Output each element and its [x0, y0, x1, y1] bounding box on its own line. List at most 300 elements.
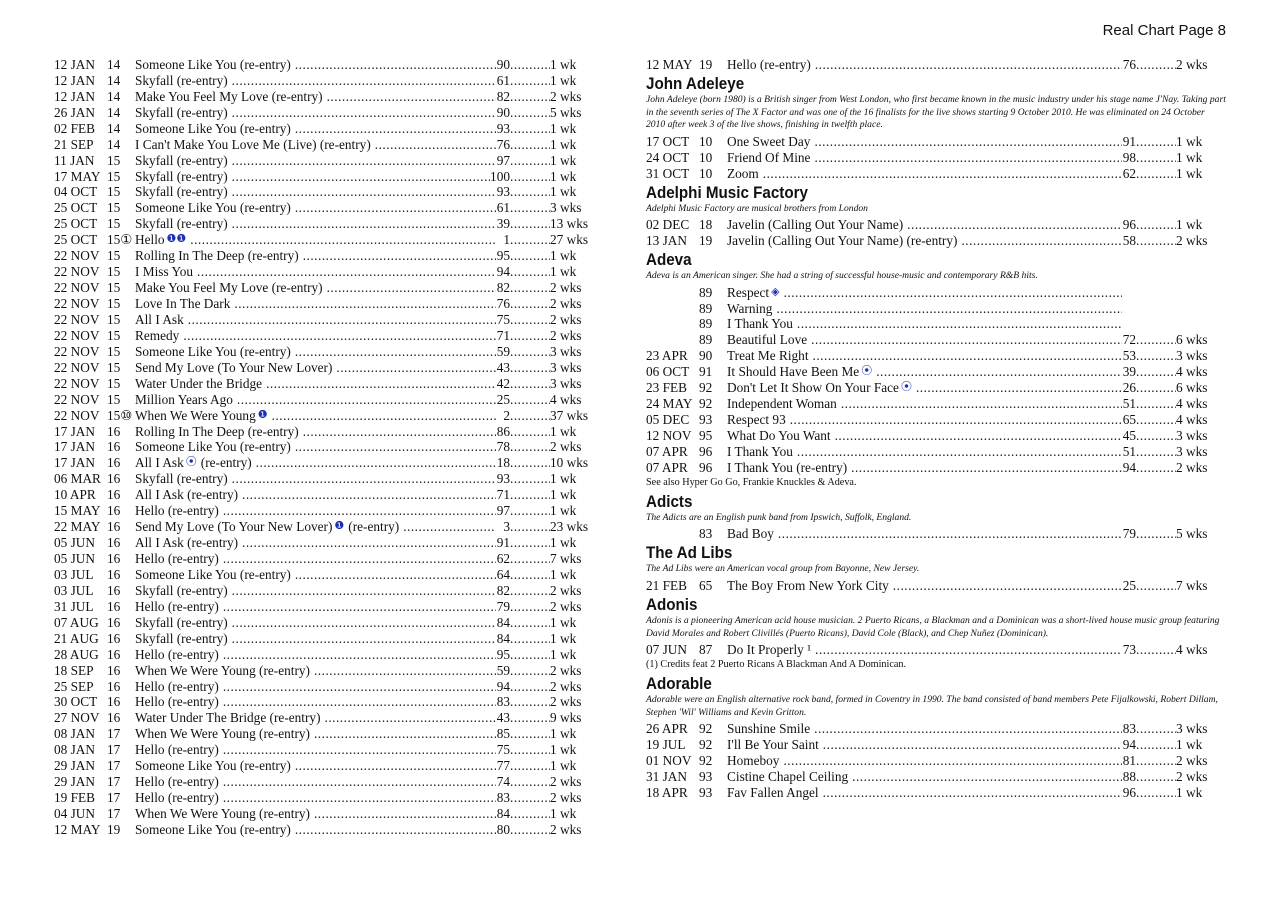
entry-title: Independent Woman	[727, 396, 837, 412]
dot-leader	[835, 428, 1122, 444]
entry-year: 14	[107, 72, 121, 88]
peak-position: 82	[496, 88, 510, 104]
peak-position: 51	[1122, 443, 1136, 459]
chart-entry-row	[54, 360, 600, 376]
weeks-on-chart: 1 wk	[1176, 784, 1203, 800]
chart-marker-icon: ❶	[257, 408, 268, 421]
dot-leader	[242, 535, 496, 551]
dot-leader	[510, 137, 550, 153]
entry-title: Javelin (Calling Out Your Name) (re-entry)	[727, 233, 958, 249]
chart-entry-row	[646, 460, 1226, 476]
entry-year: 16	[107, 471, 121, 487]
chart-entry-row	[54, 599, 600, 615]
dot-leader	[510, 774, 550, 790]
peak-position: 75	[496, 311, 510, 327]
entry-date: 10 APR	[54, 487, 96, 503]
dot-leader	[232, 184, 496, 200]
dot-leader	[510, 471, 550, 487]
chart-entry-row	[646, 348, 1226, 364]
entry-title: Someone Like You (re-entry)	[135, 566, 291, 582]
peak-position: 95	[496, 646, 510, 662]
entry-date: 12 JAN	[54, 56, 96, 72]
peak-position: 79	[496, 598, 510, 614]
chart-marker-icon: ⦿	[185, 456, 197, 469]
peak-position: 86	[496, 423, 510, 439]
chart-entry-row	[54, 312, 600, 328]
dot-leader	[815, 57, 1122, 73]
peak-position: 90	[496, 56, 510, 72]
entry-title: I Thank You	[727, 316, 793, 332]
entry-title: Treat Me Right	[727, 348, 809, 364]
dot-leader	[510, 121, 550, 137]
dot-leader	[510, 200, 550, 216]
weeks-on-chart: 2 wks	[550, 790, 582, 806]
chart-entry-row	[54, 647, 600, 663]
entry-year: 17	[107, 790, 121, 806]
peak-position: 72	[1122, 332, 1136, 348]
peak-position: 58	[1122, 233, 1136, 249]
dot-leader	[232, 169, 490, 185]
dot-leader	[1136, 460, 1176, 476]
entry-date: 12 JAN	[54, 88, 96, 104]
dot-leader	[823, 785, 1122, 801]
entry-year: 15①	[107, 232, 133, 248]
peak-position: 93	[496, 184, 510, 200]
entry-title: I Thank You (re-entry)	[727, 459, 848, 475]
entry-year: 65	[699, 577, 713, 593]
entry-year: 16	[107, 535, 121, 551]
artist-heading: Adelphi Music Factory	[646, 183, 808, 202]
entry-year: 83	[699, 526, 713, 542]
peak-position: 84	[496, 614, 510, 630]
weeks-on-chart: 1 wk	[550, 120, 577, 136]
dot-leader	[1136, 166, 1176, 182]
dot-leader	[232, 615, 496, 631]
chart-entry-row	[54, 344, 600, 360]
dot-leader	[510, 424, 550, 440]
entry-date: 06 MAR	[54, 471, 101, 487]
peak-position: 97	[496, 503, 510, 519]
dot-leader	[510, 392, 550, 408]
entry-year: 15	[107, 391, 121, 407]
entry-date: 02 FEB	[54, 120, 96, 136]
dot-leader	[778, 526, 1122, 542]
weeks-on-chart: 9 wks	[550, 710, 582, 726]
dot-leader	[510, 615, 550, 631]
weeks-on-chart: 2 wks	[550, 774, 582, 790]
dot-leader	[1136, 428, 1176, 444]
entry-date: 17 JAN	[54, 455, 96, 471]
dot-leader	[1136, 412, 1176, 428]
dot-leader	[790, 412, 1122, 428]
entry-title: Love In The Dark	[135, 296, 231, 312]
entry-year: 16	[107, 487, 121, 503]
weeks-on-chart: 1 wk	[550, 423, 577, 439]
peak-position: 42	[496, 375, 510, 391]
peak-position: 25	[1122, 577, 1136, 593]
dot-leader	[510, 647, 550, 663]
dot-leader	[510, 519, 550, 535]
weeks-on-chart: 1 wk	[550, 487, 577, 503]
chart-entry-row	[54, 822, 600, 838]
peak-position: 96	[1122, 217, 1136, 233]
peak-position: 78	[496, 439, 510, 455]
entry-year: 89	[699, 284, 713, 300]
entry-title: Javelin (Calling Out Your Name)	[727, 217, 904, 233]
entry-title: I Thank You	[727, 443, 793, 459]
dot-leader	[1136, 578, 1176, 594]
dot-leader	[242, 487, 496, 503]
entry-date: 31 JUL	[54, 598, 94, 614]
weeks-on-chart: 1 wk	[1176, 133, 1203, 149]
peak-position: 62	[496, 551, 510, 567]
dot-leader	[327, 89, 496, 105]
dot-leader	[510, 344, 550, 360]
peak-position: 65	[1122, 412, 1136, 428]
dot-leader	[295, 439, 496, 455]
entry-title: Hello (re-entry)	[135, 678, 219, 694]
entry-title: Someone Like You (re-entry)	[135, 343, 291, 359]
weeks-on-chart: 3 wks	[550, 343, 582, 359]
entry-date: 25 OCT	[54, 216, 98, 232]
chart-entry-row	[646, 134, 1226, 150]
entry-title: Beautiful Love	[727, 332, 808, 348]
dot-leader	[314, 806, 496, 822]
chart-entry-row	[54, 519, 600, 535]
entry-year: 15	[107, 343, 121, 359]
weeks-on-chart: 2 wks	[550, 598, 582, 614]
peak-position: 98	[1122, 149, 1136, 165]
dot-leader	[510, 583, 550, 599]
dot-leader	[510, 535, 550, 551]
dot-leader	[1136, 753, 1176, 769]
chart-entry-row	[646, 150, 1226, 166]
entry-year: 16	[107, 455, 121, 471]
weeks-on-chart: 1 wk	[550, 72, 577, 88]
weeks-on-chart: 1 wk	[550, 168, 577, 184]
entry-year: 89	[699, 332, 713, 348]
dot-leader	[223, 742, 496, 758]
dot-leader	[303, 248, 496, 264]
entry-date: 21 AUG	[54, 630, 99, 646]
chart-entry-row	[54, 742, 600, 758]
page-header: Real Chart Page 8	[1102, 22, 1226, 39]
entry-date: 31 JAN	[646, 769, 688, 785]
weeks-on-chart: 2 wks	[550, 327, 582, 343]
entry-date: 07 APR	[646, 459, 688, 475]
dot-leader	[295, 200, 496, 216]
weeks-on-chart: 3 wks	[1176, 443, 1208, 459]
weeks-on-chart: 4 wks	[550, 391, 582, 407]
entry-year: 16	[107, 551, 121, 567]
entry-title: All I Ask	[135, 311, 184, 327]
dot-leader	[510, 822, 550, 838]
entry-year: 15	[107, 359, 121, 375]
entry-year: 15	[107, 168, 121, 184]
entry-title: Respect 93	[727, 412, 786, 428]
entry-title: Water Under the Bridge	[135, 375, 263, 391]
entry-title: Skyfall (re-entry)	[135, 614, 228, 630]
peak-position: 93	[496, 120, 510, 136]
peak-position: 82	[496, 280, 510, 296]
dot-leader	[876, 364, 1122, 380]
dot-leader	[188, 312, 496, 328]
entry-year: 15	[107, 280, 121, 296]
chart-entry-row	[646, 526, 1226, 542]
chart-entry-row	[54, 248, 600, 264]
chart-entry-row	[54, 663, 600, 679]
dot-leader	[916, 380, 1122, 396]
chart-entry-row	[54, 216, 600, 232]
dot-leader	[841, 396, 1122, 412]
peak-position: 84	[496, 806, 510, 822]
peak-position: 83	[1122, 721, 1136, 737]
entry-year: 93	[699, 412, 713, 428]
entry-title: What Do You Want	[727, 428, 831, 444]
entry-title: Hello (re-entry)	[135, 551, 219, 567]
weeks-on-chart: 2 wks	[550, 311, 582, 327]
chart-entry-row	[646, 364, 1226, 380]
peak-position: 76	[496, 296, 510, 312]
dot-leader	[852, 769, 1122, 785]
dot-leader	[1136, 526, 1176, 542]
entry-year: 16	[107, 598, 121, 614]
weeks-on-chart: 1 wk	[550, 152, 577, 168]
dot-leader	[510, 105, 550, 121]
dot-leader	[403, 519, 496, 535]
peak-position: 18	[496, 455, 510, 471]
dot-leader	[510, 408, 550, 424]
artist-heading: Adonis	[646, 595, 698, 614]
weeks-on-chart: 1 wk	[550, 630, 577, 646]
weeks-on-chart: 2 wks	[550, 296, 582, 312]
entry-year: 16	[107, 519, 121, 535]
weeks-on-chart: 2 wks	[550, 88, 582, 104]
entry-date: 29 JAN	[54, 758, 96, 774]
entry-year: 19	[699, 56, 713, 72]
entry-date: 22 NOV	[54, 248, 100, 264]
entry-title: Respect	[727, 284, 770, 300]
entry-date: 22 NOV	[54, 327, 100, 343]
weeks-on-chart: 10 wks	[550, 455, 589, 471]
dot-leader	[223, 503, 496, 519]
peak-position: 53	[1122, 348, 1136, 364]
dot-leader	[1136, 769, 1176, 785]
entry-title: Skyfall (re-entry)	[135, 582, 228, 598]
artist-bio: Adorable were an English alternative rock band, formed in Coventry in 1990. The band consisted of band members Pete Fijalkowski, Robert Dillam, Stephen 'Wil' Williams and Kevin Gritton.	[646, 694, 1218, 718]
entry-date: 22 NOV	[54, 375, 100, 391]
entry-date: 06 OCT	[646, 364, 690, 380]
entry-title: Someone Like You (re-entry)	[135, 200, 291, 216]
dot-leader	[1136, 217, 1176, 233]
entry-date: 12 MAY	[646, 56, 693, 72]
entry-title: Skyfall (re-entry)	[135, 630, 228, 646]
artist-bio: Adonis is a pioneering American acid house musician. 2 Puerto Ricans, a Blackman and a Dominican was a short-lived house music group featuring David Morales and Robert Clivillés (Puerto Ricans), David Cole (Black), and Chep Nuñez (Dominican).	[646, 614, 1220, 639]
entry-title: I Miss You	[135, 264, 194, 280]
dot-leader	[295, 567, 496, 583]
entry-date: 17 JAN	[54, 423, 96, 439]
dot-leader	[232, 631, 496, 647]
weeks-on-chart: 2 wks	[550, 678, 582, 694]
dot-leader	[510, 758, 550, 774]
peak-position: 2	[503, 407, 510, 423]
chart-entry-row	[54, 583, 600, 599]
entry-date: 15 MAY	[54, 503, 101, 519]
weeks-on-chart: 4 wks	[1176, 364, 1208, 380]
entry-date: 07 AUG	[54, 614, 99, 630]
weeks-on-chart: 1 wk	[550, 566, 577, 582]
entry-title: I'll Be Your Saint	[727, 737, 819, 753]
weeks-on-chart: 1 wk	[550, 184, 577, 200]
peak-position: 93	[496, 471, 510, 487]
chart-entry-row	[54, 105, 600, 121]
weeks-on-chart: 3 wks	[550, 375, 582, 391]
dot-leader	[510, 439, 550, 455]
dot-leader	[510, 184, 550, 200]
chart-entry-row	[54, 296, 600, 312]
entry-title: Skyfall (re-entry)	[135, 216, 228, 232]
entry-year: 17	[107, 742, 121, 758]
peak-position: 75	[496, 742, 510, 758]
peak-position: 91	[1122, 133, 1136, 149]
entry-title: When We Were Young (re-entry)	[135, 662, 310, 678]
peak-position: 1	[503, 232, 510, 248]
chart-entry-row	[54, 615, 600, 631]
dot-leader	[314, 663, 496, 679]
weeks-on-chart: 5 wks	[1176, 526, 1208, 542]
dot-leader	[510, 710, 550, 726]
peak-position: 88	[1122, 769, 1136, 785]
peak-position: 51	[1122, 396, 1136, 412]
entry-year: 91	[699, 364, 713, 380]
dot-leader	[510, 89, 550, 105]
entry-date: 08 JAN	[54, 726, 96, 742]
weeks-on-chart: 1 wk	[550, 806, 577, 822]
entry-date: 22 NOV	[54, 407, 100, 423]
entry-title: Send My Love (To Your New Lover)	[135, 359, 333, 375]
weeks-on-chart: 4 wks	[1176, 396, 1208, 412]
weeks-on-chart: 7 wks	[1176, 577, 1208, 593]
weeks-on-chart: 2 wks	[1176, 459, 1208, 475]
chart-entry-row	[54, 73, 600, 89]
dot-leader	[510, 599, 550, 615]
entry-title: Skyfall (re-entry)	[135, 168, 228, 184]
entry-year: 16	[107, 614, 121, 630]
dot-leader	[223, 694, 496, 710]
weeks-on-chart: 3 wks	[550, 200, 582, 216]
entry-year: 92	[699, 380, 713, 396]
weeks-on-chart: 1 wk	[1176, 217, 1203, 233]
dot-leader	[1136, 332, 1176, 348]
chart-entry-row	[54, 185, 600, 201]
dot-leader	[232, 216, 496, 232]
dot-leader	[223, 774, 496, 790]
dot-leader	[234, 296, 496, 312]
weeks-on-chart: 4 wks	[1176, 412, 1208, 428]
dot-leader	[375, 137, 496, 153]
left-column	[54, 57, 600, 838]
chart-entry-row	[54, 408, 600, 424]
peak-position: 94	[1122, 737, 1136, 753]
chart-entry-row	[646, 380, 1226, 396]
dot-leader	[197, 264, 496, 280]
weeks-on-chart: 2 wks	[1176, 769, 1208, 785]
entry-year: 96	[699, 459, 713, 475]
dot-leader	[510, 216, 550, 232]
weeks-on-chart: 3 wks	[1176, 721, 1208, 737]
peak-position: 96	[1122, 784, 1136, 800]
weeks-on-chart: 27 wks	[550, 232, 589, 248]
chart-entry-row	[54, 695, 600, 711]
entry-year: 15	[107, 327, 121, 343]
dot-leader	[232, 583, 496, 599]
chart-entry-row	[646, 233, 1226, 249]
weeks-on-chart: 1 wk	[550, 56, 577, 72]
entry-year: 15	[107, 200, 121, 216]
weeks-on-chart: 1 wk	[550, 646, 577, 662]
dot-leader	[232, 73, 496, 89]
entry-suffix: (re-entry)	[200, 455, 252, 471]
dot-leader	[813, 348, 1122, 364]
entry-year: 15	[107, 296, 121, 312]
entry-date: 22 NOV	[54, 391, 100, 407]
entry-year: 14	[107, 104, 121, 120]
chart-entry-row	[54, 455, 600, 471]
peak-position: 95	[496, 248, 510, 264]
chart-marker-icon: ◈	[771, 285, 780, 298]
dot-leader	[510, 806, 550, 822]
dot-leader	[510, 248, 550, 264]
footnote: (1) Credits feat 2 Puerto Ricans A Blackman And A Dominican.	[646, 659, 907, 671]
chart-entry-row	[54, 440, 600, 456]
entry-date: 08 JAN	[54, 742, 96, 758]
peak-position: 80	[496, 821, 510, 837]
chart-marker-icon: ❶❶	[166, 233, 187, 246]
entry-year: 14	[107, 56, 121, 72]
artist-bio: John Adeleye (born 1980) is a British singer from West London, who first became known in the music industry under his stage name J'Nay. Taking part in the seventh series of The X Factor and was one of the 16 finalists for the live shows starting 9 October 2010. He was eliminated on 24 October 2010 after week 3 of the live shows, finishing in twelfth place.	[646, 93, 1226, 131]
weeks-on-chart: 1 wk	[550, 726, 577, 742]
entry-date: 07 JUN	[646, 642, 688, 658]
chart-entry-row	[646, 444, 1226, 460]
entry-date: 04 JUN	[54, 806, 96, 822]
weeks-on-chart: 6 wks	[1176, 380, 1208, 396]
peak-position: 83	[496, 694, 510, 710]
chart-entry-row	[646, 285, 1226, 301]
dot-leader	[1136, 233, 1176, 249]
entry-title: Don't Let It Show On Your Face	[727, 380, 899, 396]
entry-year: 15	[107, 264, 121, 280]
entry-title: Fav Fallen Angel	[727, 784, 819, 800]
entry-date: 25 OCT	[54, 200, 98, 216]
entry-date: 07 APR	[646, 443, 688, 459]
entry-date: 21 SEP	[54, 136, 94, 152]
dot-leader	[510, 790, 550, 806]
peak-position: 82	[496, 582, 510, 598]
entry-title: Warning	[727, 300, 773, 316]
dot-leader	[510, 631, 550, 647]
entry-title: Hello	[135, 232, 165, 248]
chart-entry-row	[646, 332, 1226, 348]
entry-title: Rolling In The Deep (re-entry)	[135, 248, 299, 264]
entry-date: 21 FEB	[646, 577, 688, 593]
dot-leader	[893, 578, 1122, 594]
peak-position: 62	[1122, 165, 1136, 181]
peak-position: 39	[496, 216, 510, 232]
entry-year: 14	[107, 136, 121, 152]
entry-year: 96	[699, 443, 713, 459]
chart-entry-row	[54, 535, 600, 551]
entry-year: 92	[699, 737, 713, 753]
